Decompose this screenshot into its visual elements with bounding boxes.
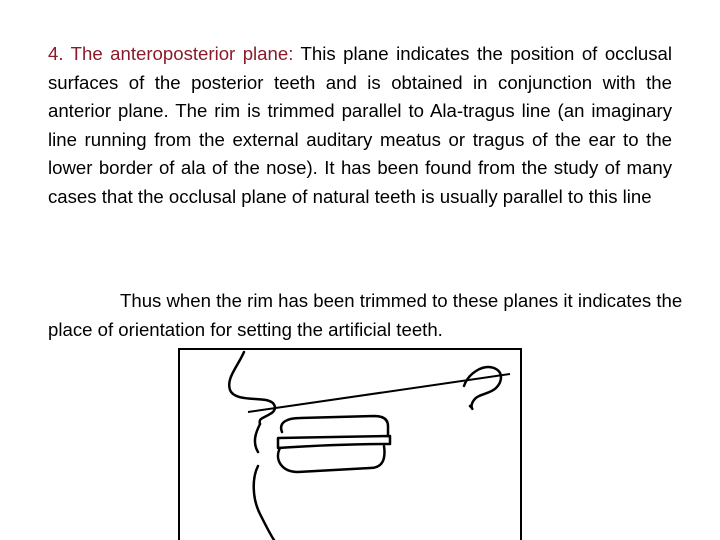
section-heading: 4. The anteroposterior plane: [48, 43, 294, 64]
paragraph-anteroposterior-plane [48, 40, 672, 211]
ala-tragus-sketch [178, 348, 522, 540]
lower-rim-outline [278, 446, 384, 472]
upper-lip-outline [255, 424, 260, 452]
paragraph-conclusion: Thus when the rim has been trimmed to these planes it indicates the place of orientation for setting the artificial teeth. [48, 290, 683, 340]
face-profile-figure [178, 348, 522, 540]
section-body: This plane indicates the position of occlusal surfaces of the posterior teeth and is obtained in conjunction with the anterior plane. The rim is trimmed parallel to Ala-tragus line (an imaginary line running from the external auditary meatus or tragus of the ear to the lower border of ala of the nose). It has been found from the study of many cases that the occlusal plane of natural teeth is usually parallel to this line [48, 43, 673, 207]
nose-outline [229, 352, 275, 424]
upper-rim-outline [281, 416, 388, 436]
occlusal-rim-plane [278, 436, 390, 448]
ear-outline [464, 367, 501, 409]
chin-outline [254, 466, 274, 540]
